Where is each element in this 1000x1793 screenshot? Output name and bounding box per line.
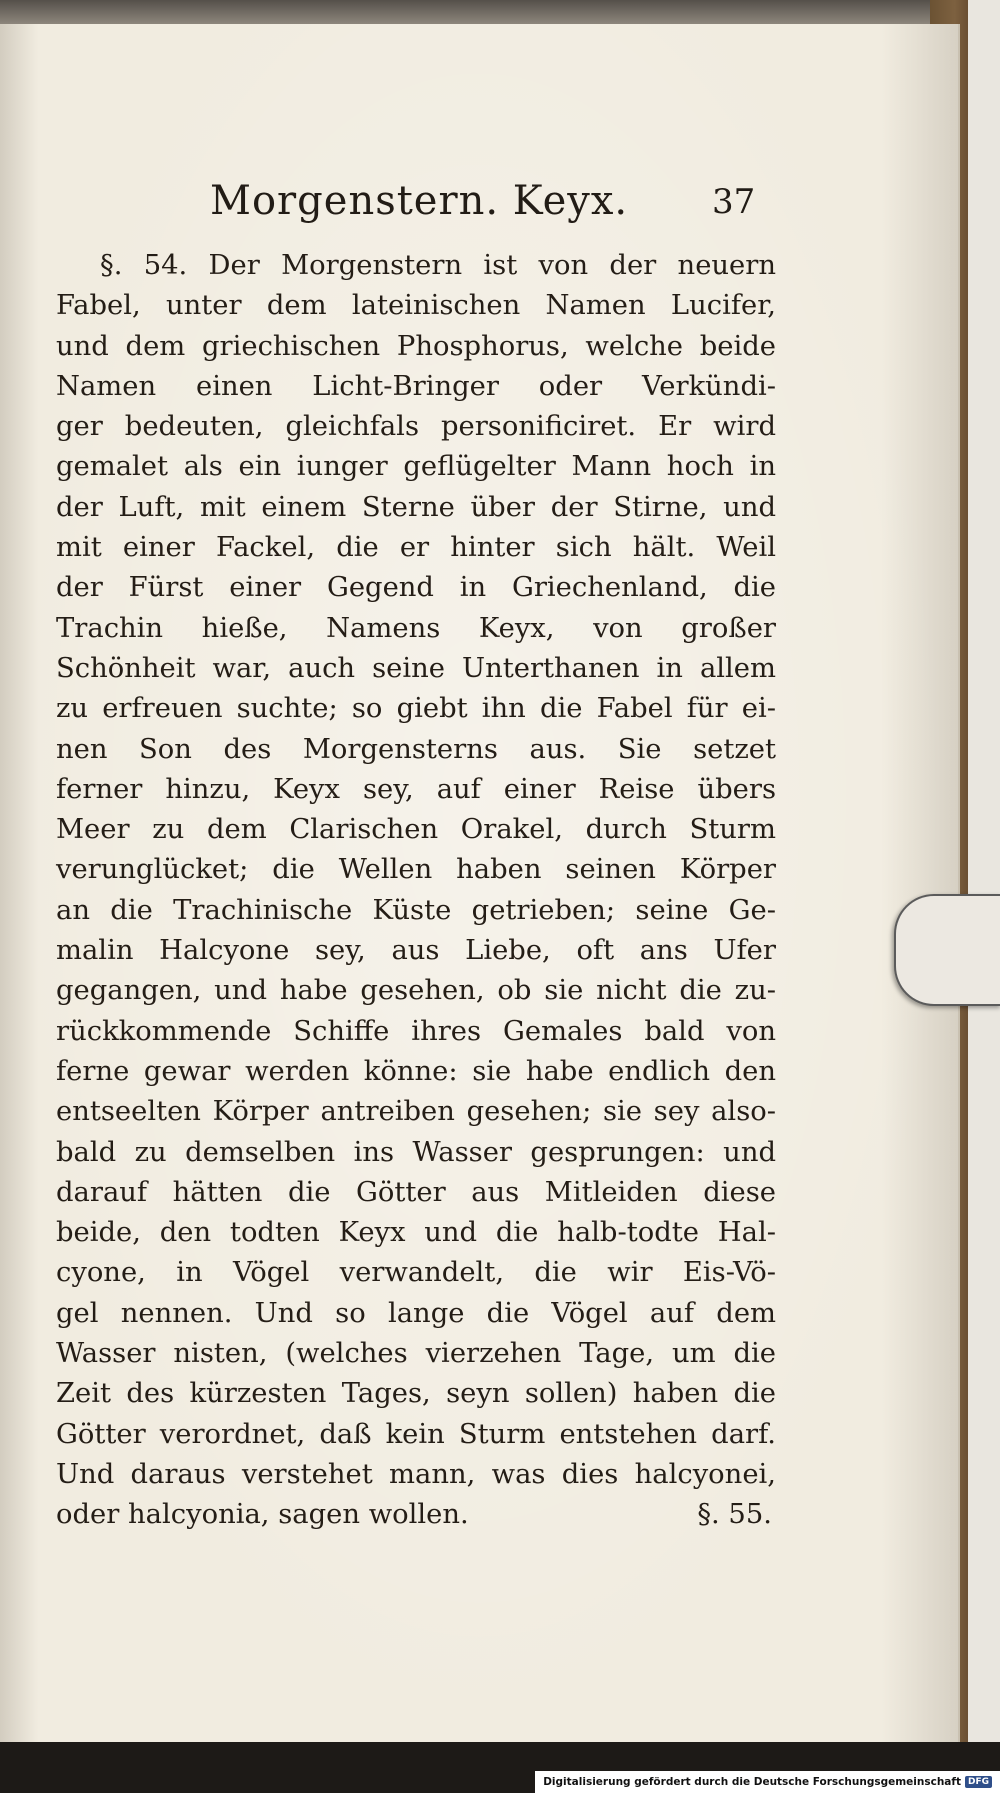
text-line: der Fürst einer Gegend in Griechenland, die: [56, 572, 776, 604]
text-line: gemalet als ein iunger geflügelter Mann hoch in: [56, 451, 776, 483]
text-line: mit einer Fackel, die er hinter sich hält. Weil: [56, 532, 776, 564]
text-line: entseelten Körper antreiben gesehen; sie sey also-: [56, 1096, 776, 1128]
text-line: ger bedeuten, gleichfals personificiret. Er wird: [56, 411, 776, 443]
text-line: ferner hinzu, Keyx sey, auf einer Reise übers: [56, 773, 776, 805]
text-line: zu erfreuen suchte; so giebt ihn die Fabel für ei-: [56, 693, 776, 725]
text-line: malin Halcyone sey, aus Liebe, oft ans Ufer: [56, 935, 776, 967]
text-line: gegangen, und habe gesehen, ob sie nicht die zu-: [56, 975, 776, 1007]
text-line: Meer zu dem Clarischen Orakel, durch Sturm: [56, 814, 776, 846]
text-line: rückkommende Schiffe ihres Gemales bald von: [56, 1015, 776, 1047]
page-number: 37: [712, 182, 756, 222]
text-line: Zeit des kürzesten Tages, seyn sollen) haben die: [56, 1378, 776, 1410]
text-line: an die Trachinische Küste getrieben; seine Ge-: [56, 894, 776, 926]
text-line: Und daraus verstehet mann, was dies halcyonei,: [56, 1458, 776, 1490]
text-line: darauf hätten die Götter aus Mitleiden diese: [56, 1176, 776, 1208]
text-line: beide, den todten Keyx und die halb-todte Hal-: [56, 1217, 776, 1249]
credit-text: Digitalisierung gefördert durch die Deutsche Forschungsgemeinschaft: [543, 1776, 961, 1788]
text-line: cyone, in Vögel verwandelt, die wir Eis-Vö-: [56, 1257, 776, 1289]
text-line-final: oder halcyonia, sagen wollen.: [56, 1499, 469, 1531]
text-line: verunglücket; die Wellen haben seinen Körper: [56, 854, 776, 886]
text-line: Trachin hieße, Namens Keyx, von großer: [56, 612, 776, 644]
text-line: Götter verordnet, daß kein Sturm entstehen darf.: [56, 1418, 776, 1450]
text-line: Fabel, unter dem lateinischen Namen Lucifer,: [56, 290, 776, 322]
funding-credit: [535, 1771, 1000, 1793]
text-line: nen Son des Morgensterns aus. Sie setzet: [56, 733, 776, 765]
text-line: Schönheit war, auch seine Unterthanen in allem: [56, 652, 776, 684]
body-text: [56, 246, 776, 1536]
text-line: Wasser nisten, (welches vierzehen Tage, um die: [56, 1338, 776, 1370]
text-line: und dem griechischen Phosphorus, welche beide: [56, 330, 776, 362]
text-line: bald zu demselben ins Wasser gesprungen: und: [56, 1136, 776, 1168]
text-line: der Luft, mit einem Sterne über der Stirne, und: [56, 491, 776, 523]
text-line: ferne gewar werden könne: sie habe endlich den: [56, 1055, 776, 1087]
last-line: [56, 1495, 772, 1535]
text-line: §. 54. Der Morgenstern ist von der neuern: [100, 250, 776, 281]
text-line: gel nennen. Und so lange die Vögel auf dem: [56, 1297, 776, 1329]
text-line: Namen einen Licht-Bringer oder Verkündi-: [56, 370, 776, 402]
running-head: Morgenstern. Keyx.: [210, 178, 629, 224]
catchword: §. 55.: [697, 1499, 772, 1531]
dfg-logo: DFG: [965, 1776, 992, 1788]
page-clip-tab: [894, 894, 1000, 1006]
